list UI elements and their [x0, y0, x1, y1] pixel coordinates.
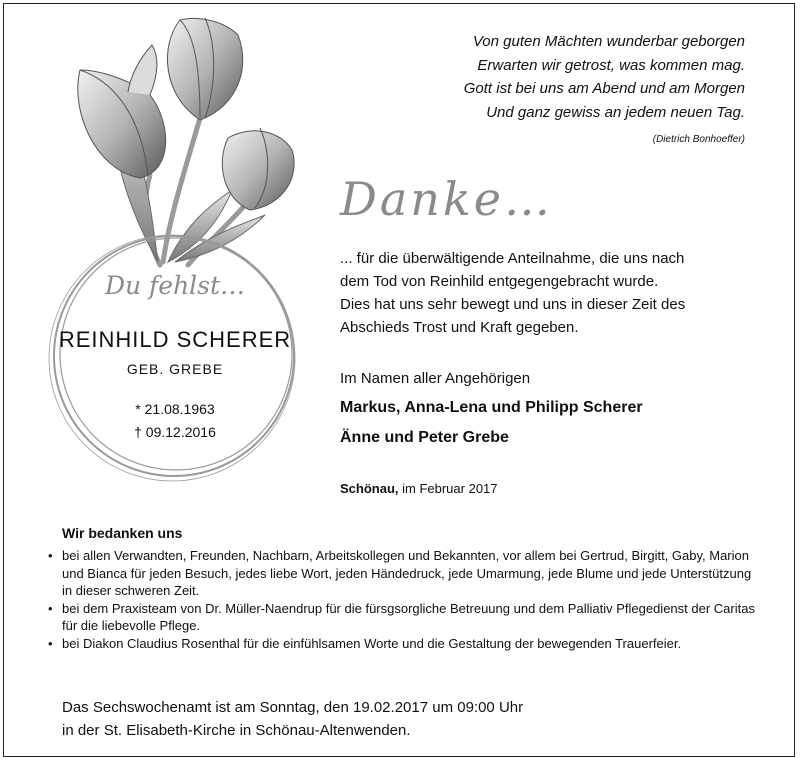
- poem-line: Gott ist bei uns am Abend und am Morgen: [463, 80, 745, 97]
- birth-date: * 21.08.1963: [135, 401, 215, 417]
- deceased-name: REINHILD SCHERER: [58, 327, 292, 352]
- poem-line: Und ganz gewiss an jedem neuen Tag.: [486, 103, 745, 121]
- thanks-list: [46, 547, 761, 652]
- list-item: • bei Diakon Claudius Rosenthal für die einfühlsamen Worte und die Gestaltung der bewegenden Trauerfeier.: [48, 635, 682, 651]
- signoff: Im Namen aller Angehörigen: [340, 370, 531, 387]
- tulip-flower-left: [78, 45, 166, 178]
- list-item: • bei allen Verwandten, Freunden, Nachbarn, Arbeitskollegen und Bekannten, vor allem bei Gertrud, Birgitt, Gaby, Marion und Bianca für jeden Besuch, jedes liebe Wort, jeden Händedruck, jede Umarmung, jede Blume und jede Unterstützung in dieser schweren Zeit.: [48, 548, 752, 598]
- service-line: in der St. Elisabeth-Kirche in Schönau-Altenwenden.: [62, 722, 411, 739]
- place-date: [340, 481, 498, 496]
- bullet: •: [48, 600, 53, 616]
- list-item: • bei dem Praxisteam von Dr. Müller-Naendrup für die fürsgsorgliche Betreuung und dem Palliativ Pflegedienst der Caritas für die liebevolle Pflege.: [48, 600, 755, 633]
- danke-heading: Danke…: [340, 172, 554, 226]
- family-line-1: Markus, Anna-Lena und Philipp Scherer: [340, 399, 643, 416]
- tulip-flower-right: [222, 128, 294, 210]
- paragraph-line: Dies hat uns sehr bewegt und uns in dieser Zeit des: [340, 296, 686, 313]
- bullet: •: [48, 635, 53, 651]
- maiden-name: GEB. GREBE: [126, 361, 224, 377]
- service-info: [62, 696, 523, 742]
- paragraph-line: ... für die überwältigende Anteilnahme, die uns nach: [340, 250, 685, 267]
- poem-line: Erwarten wir getrost, was kommen mag.: [477, 56, 745, 74]
- family-line-2: Änne und Peter Grebe: [340, 429, 509, 446]
- thanks-heading: Wir bedanken uns: [62, 525, 183, 541]
- place-town: Schönau,: [340, 481, 399, 496]
- place-month: im Februar 2017: [398, 481, 498, 496]
- death-date: † 09.12.2016: [134, 424, 216, 440]
- poem-author: (Dietrich Bonhoeffer): [652, 134, 745, 145]
- poem: [464, 30, 745, 124]
- tulip-flower-top: [167, 18, 242, 120]
- service-line: Das Sechswochenamt ist am Sonntag, den 19.02.2017 um 09:00 Uhr: [62, 699, 524, 716]
- paragraph-line: dem Tod von Reinhild entgegengebracht wurde.: [340, 273, 659, 290]
- thanks-paragraph: [340, 247, 746, 339]
- paragraph-line: Abschieds Trost und Kraft gegeben.: [340, 319, 579, 336]
- du-fehlst-script: Du fehlst…: [104, 271, 246, 300]
- bullet: •: [48, 548, 53, 563]
- memorial-circle: [45, 255, 305, 465]
- poem-line: Von guten Mächten wunderbar geborgen: [472, 33, 745, 50]
